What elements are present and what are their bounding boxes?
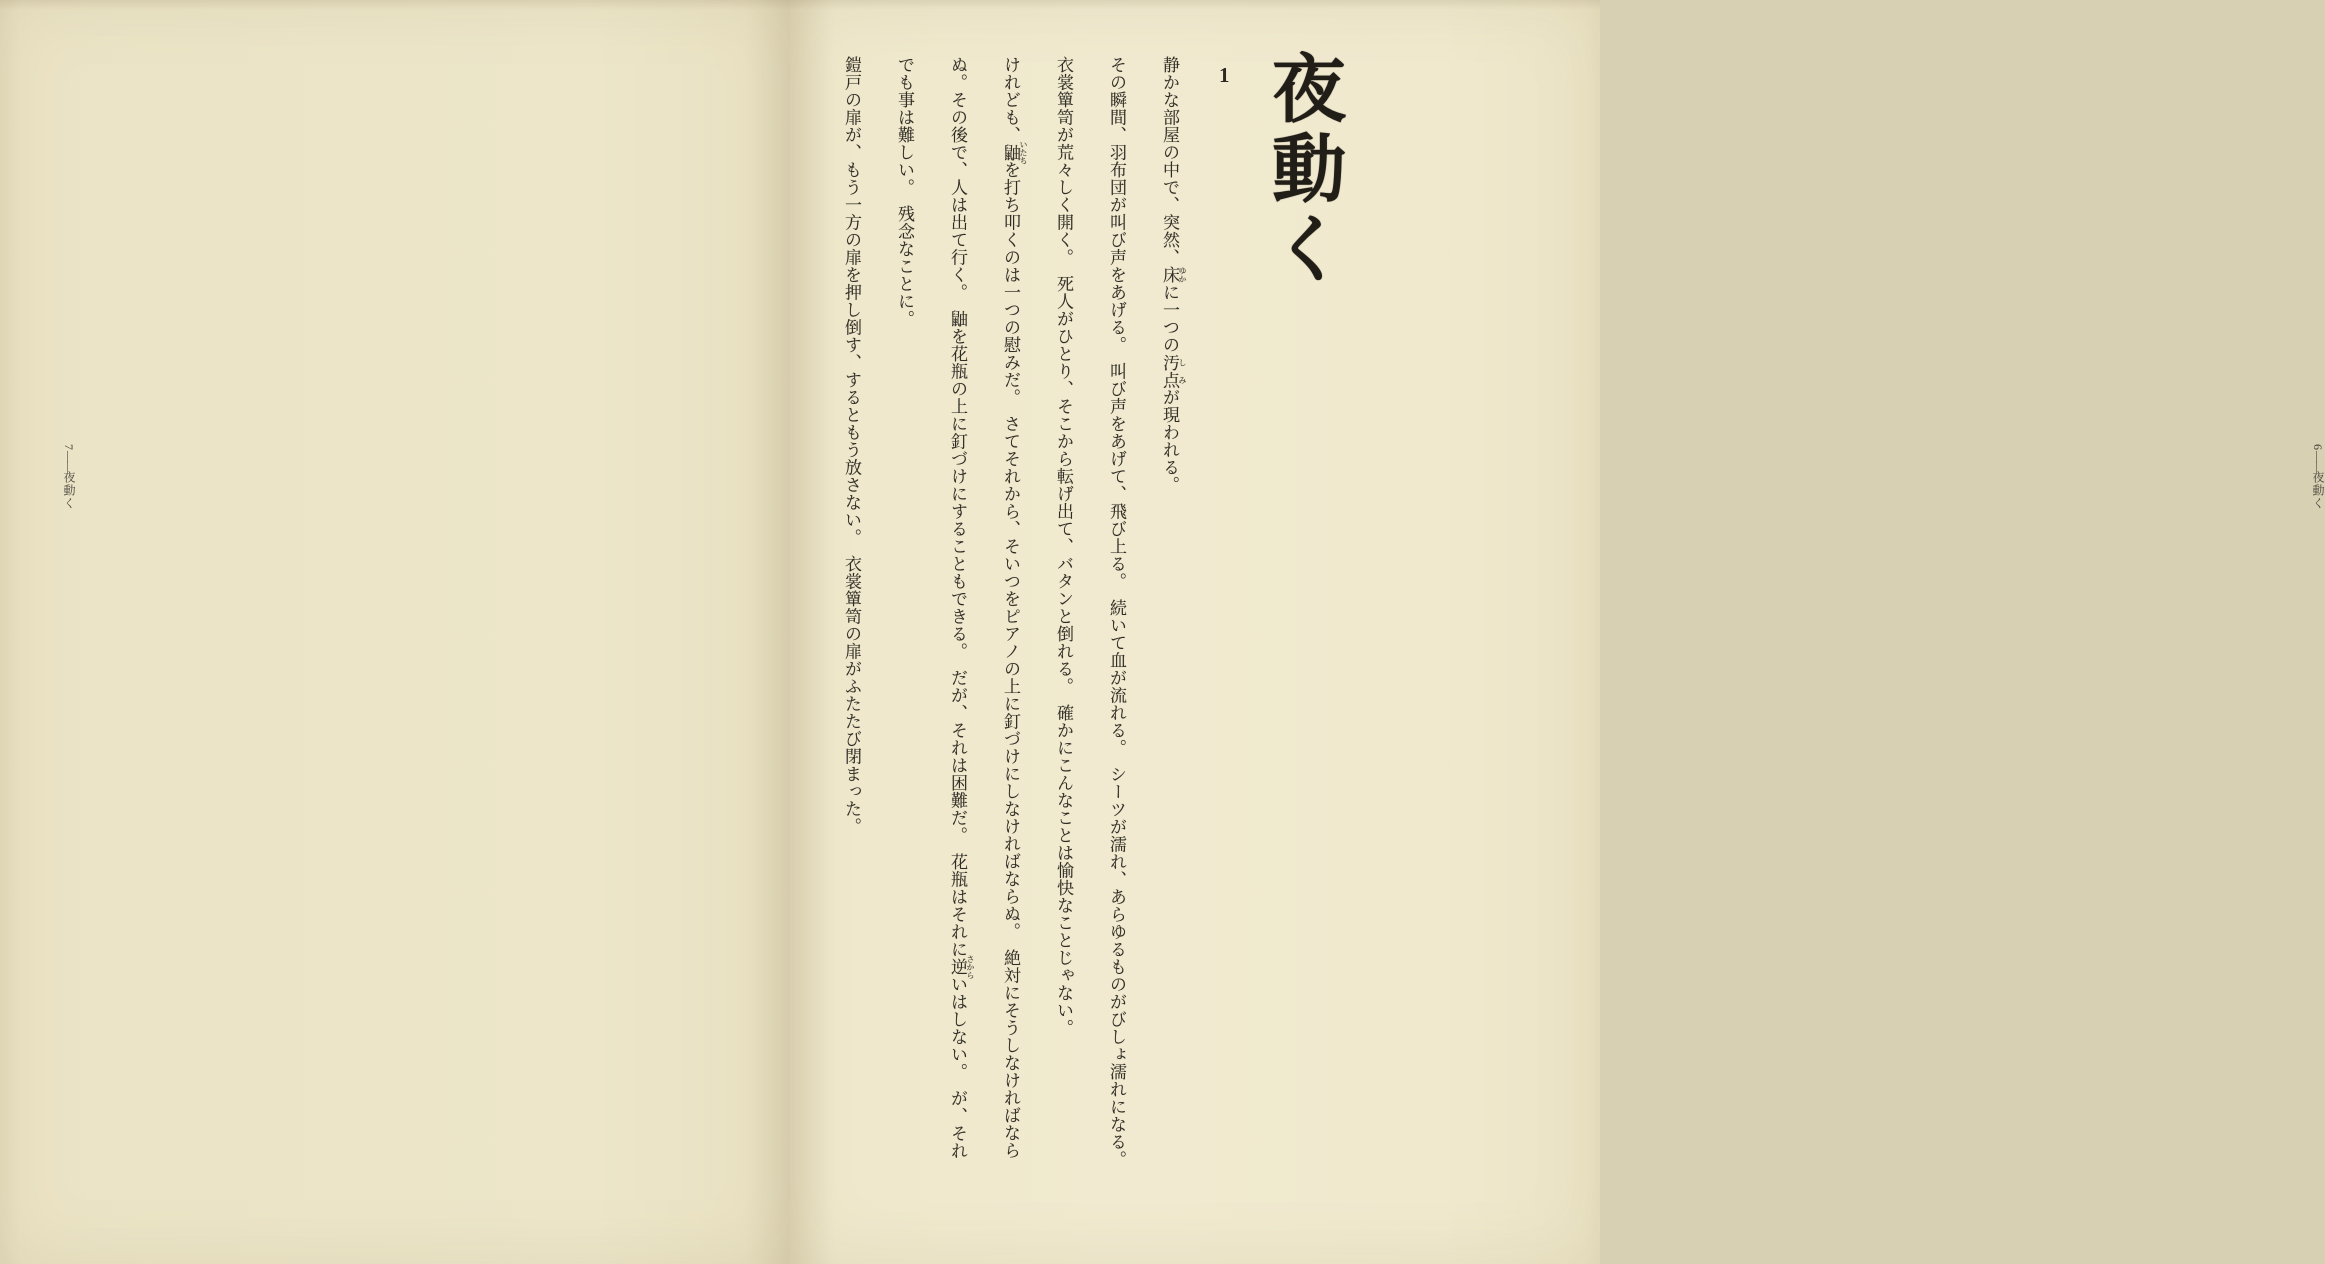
text-column: ぬ。その後で、人は出て行く。 鼬を花瓶の上に釘づけにすることもできる。 だが、それは困難だ。 花瓶はそれに逆 さからいはしない。 が、それ — [948, 56, 975, 1160]
text-column: 静かな部屋の中で、突然、床 ゆかに一つの汚点 しみが現われる。 — [1160, 56, 1187, 494]
right-page-text-block — [825, 56, 1196, 1221]
text-column: 衣裳簞笥が荒々しく開く。 死人がひとり、そこから転げ出て、バタンと倒れる。 確かにこんなことは愉快なことじゃない。 — [1054, 56, 1073, 1037]
runner-dash: ―― — [2311, 451, 2325, 471]
text-column: でも事は難しい。 残念なことに。 — [895, 56, 914, 328]
page-number: 7 — [62, 444, 76, 451]
page-number: 6 — [2311, 444, 2325, 451]
text-column: 鎧戸の扉が、もう一方の扉を押し倒す、するともう放さない。 衣裳簞笥の扉がふたたび閉まった。 — [842, 56, 861, 835]
section-number-1: 1 — [1219, 63, 1230, 87]
page-left — [0, 0, 790, 1264]
page-runner-right — [2311, 444, 2325, 510]
text-column: その瞬間、羽布団が叫び声をあげる。 叫び声をあげて、飛び上る。 続いて血が流れる。 シーツが濡れ、あらゆるものがびしょ濡れになる。 — [1107, 56, 1126, 1168]
runner-chapter-title: 夜動く — [2311, 471, 2325, 510]
chapter-title: 夜動く — [1261, 50, 1343, 290]
runner-dash: ―― — [62, 451, 76, 471]
runner-chapter-title: 夜動く — [62, 471, 76, 510]
page-runner-left — [62, 444, 76, 510]
text-column: けれども、鼬 いたちを打ち叩くのは一つの慰みだ。 さてそれから、そいつをピアノの上に釘づけにしなければならぬ。 絶対にそうしなければなら — [1001, 56, 1028, 1159]
